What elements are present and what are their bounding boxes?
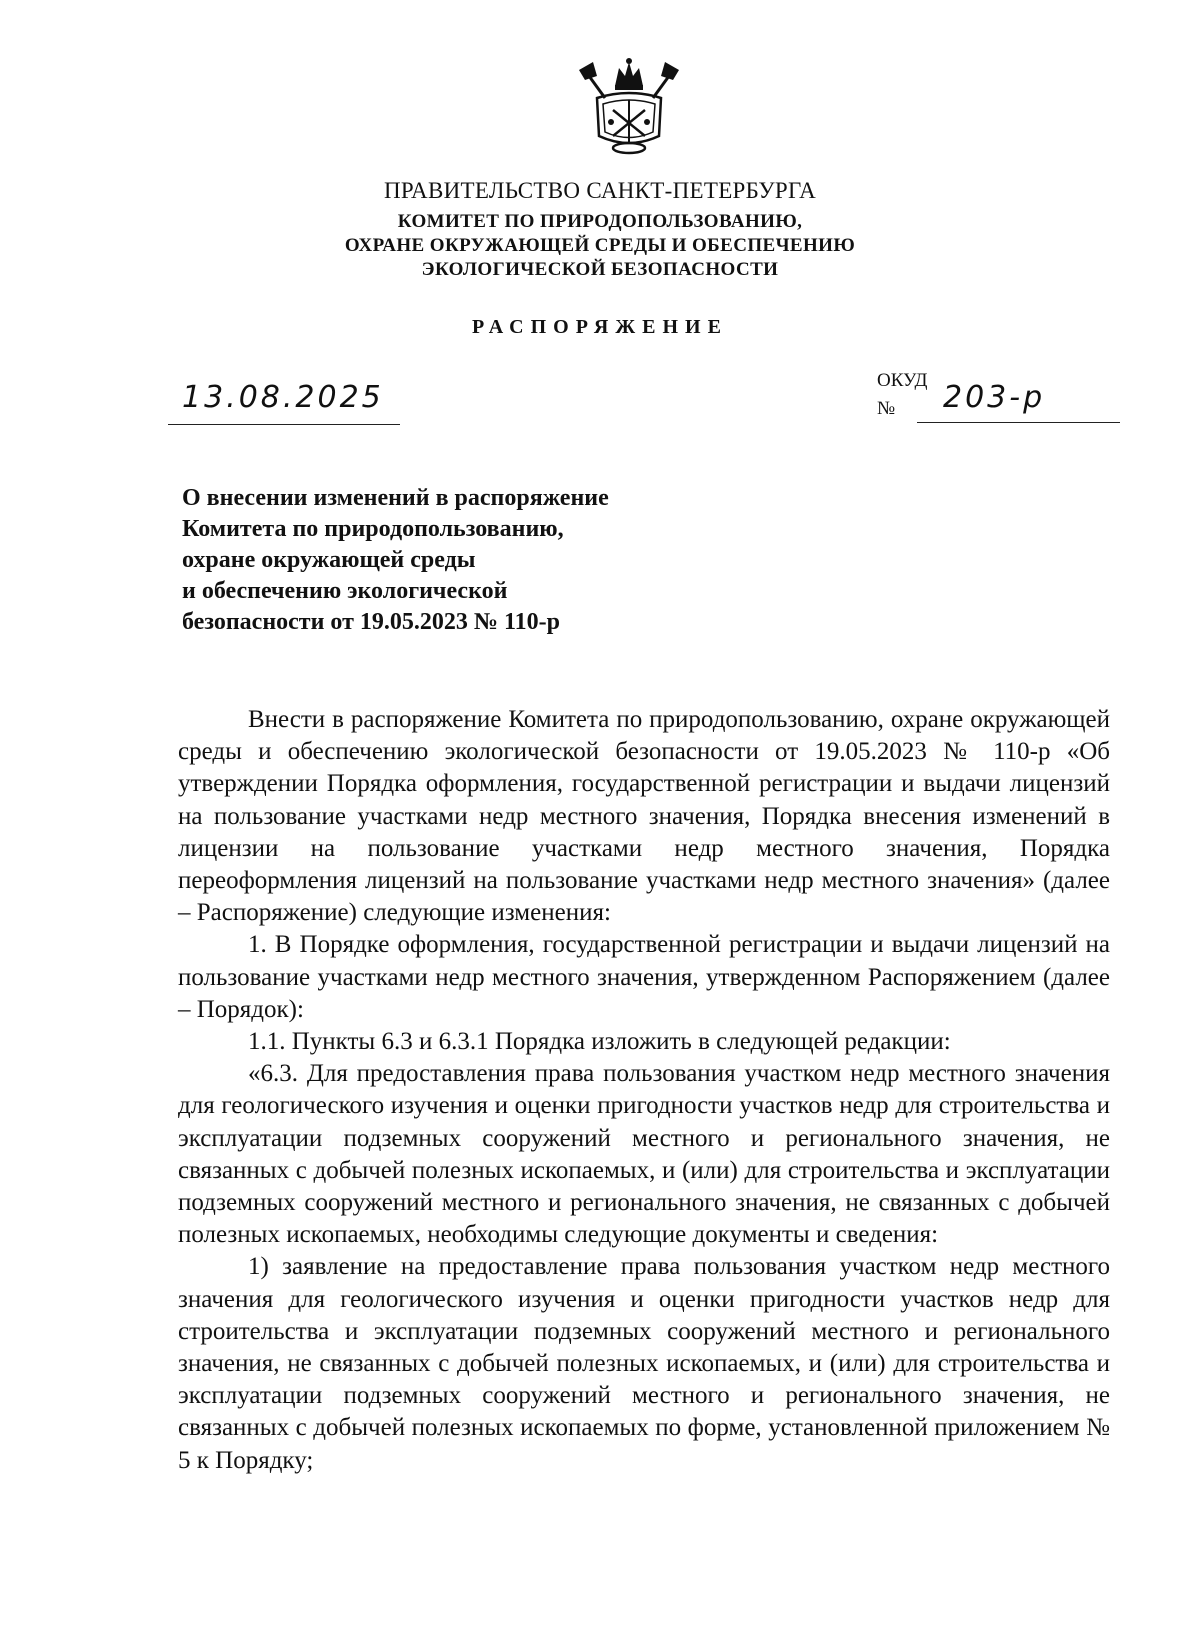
committee-name	[0, 210, 1200, 282]
number-label: №	[877, 398, 896, 419]
heading-line: охране окружающей среды	[182, 547, 476, 573]
document-heading	[182, 483, 742, 638]
heading-line: Комитета по природопользованию,	[182, 516, 564, 542]
subitem-1: 1) заявление на предоставление права пользования участком недр местного значения для геологического изучения и оценки пригодности участков недр для строительства и эксплуатации подземных сооружений местного и регионального значения, не связанных с добычей полезных ископаемых, и (или) для строительства и эксплуатации подземных сооружений местного и регионального значения, не связанных с добычей полезных ископаемых по форме, установленной приложением № 5 к Порядку;	[178, 1253, 1110, 1474]
item-1: 1. В Порядке оформления, государственной регистрации и выдачи лицензий на пользование участками недр местного значения, утвержденном Распоряжением (далее – Порядок):	[178, 931, 1110, 1023]
quote-6-3: «6.3. Для предоставления права пользования участком недр местного значения для геологического изучения и оценки пригодности участков недр для строительства и эксплуатации подземных сооружений местного и регионального значения, не связанных с добычей полезных ископаемых, и (или) для строительства и эксплуатации подземных сооружений местного и регионального значения, не связанных с добычей полезных ископаемых, необходимы следующие документы и сведения:	[178, 1060, 1110, 1249]
handwritten-number: 203-р	[943, 380, 1046, 415]
heading-line: безопасности от 19.05.2023 № 110-р	[182, 609, 561, 635]
committee-line: ОХРАНЕ ОКРУЖАЮЩЕЙ СРЕДЫ И ОБЕСПЕЧЕНИЮ	[344, 235, 856, 256]
heading-line: О внесении изменений в распоряжение	[182, 485, 609, 511]
item-1-1: 1.1. Пункты 6.3 и 6.3.1 Порядка изложить в следующей редакции:	[248, 1028, 951, 1056]
spb-coat-of-arms-icon	[575, 58, 683, 158]
heading-line: и обеспечению экологической	[182, 578, 508, 604]
document-type: РАСПОРЯЖЕНИЕ	[472, 316, 728, 338]
committee-line: КОМИТЕТ ПО ПРИРОДОПОЛЬЗОВАНИЮ,	[397, 211, 803, 232]
okud-label: ОКУД	[877, 370, 928, 391]
intro-paragraph: Внести в распоряжение Комитета по природопользованию, охране окружающей среды и обеспечению экологической безопасности от 19.05.2023 № 110-р «Об утверждении Порядка оформления, государственной регистрации и выдачи лицензий на пользование участками недр местного значения, Порядка внесения изменений в лицензии на пользование участками недр местного значения, Порядка переоформления лицензий на пользование участками недр местного значения» (далее – Распоряжение) следующие изменения:	[178, 706, 1110, 927]
date-field	[168, 378, 400, 425]
government-title: ПРАВИТЕЛЬСТВО САНКТ-ПЕТЕРБУРГА	[383, 178, 817, 203]
committee-line: ЭКОЛОГИЧЕСКОЙ БЕЗОПАСНОСТИ	[421, 259, 779, 280]
number-field	[917, 380, 1120, 423]
document-body	[178, 704, 1110, 1477]
handwritten-date: 13.08.2025	[182, 380, 384, 415]
